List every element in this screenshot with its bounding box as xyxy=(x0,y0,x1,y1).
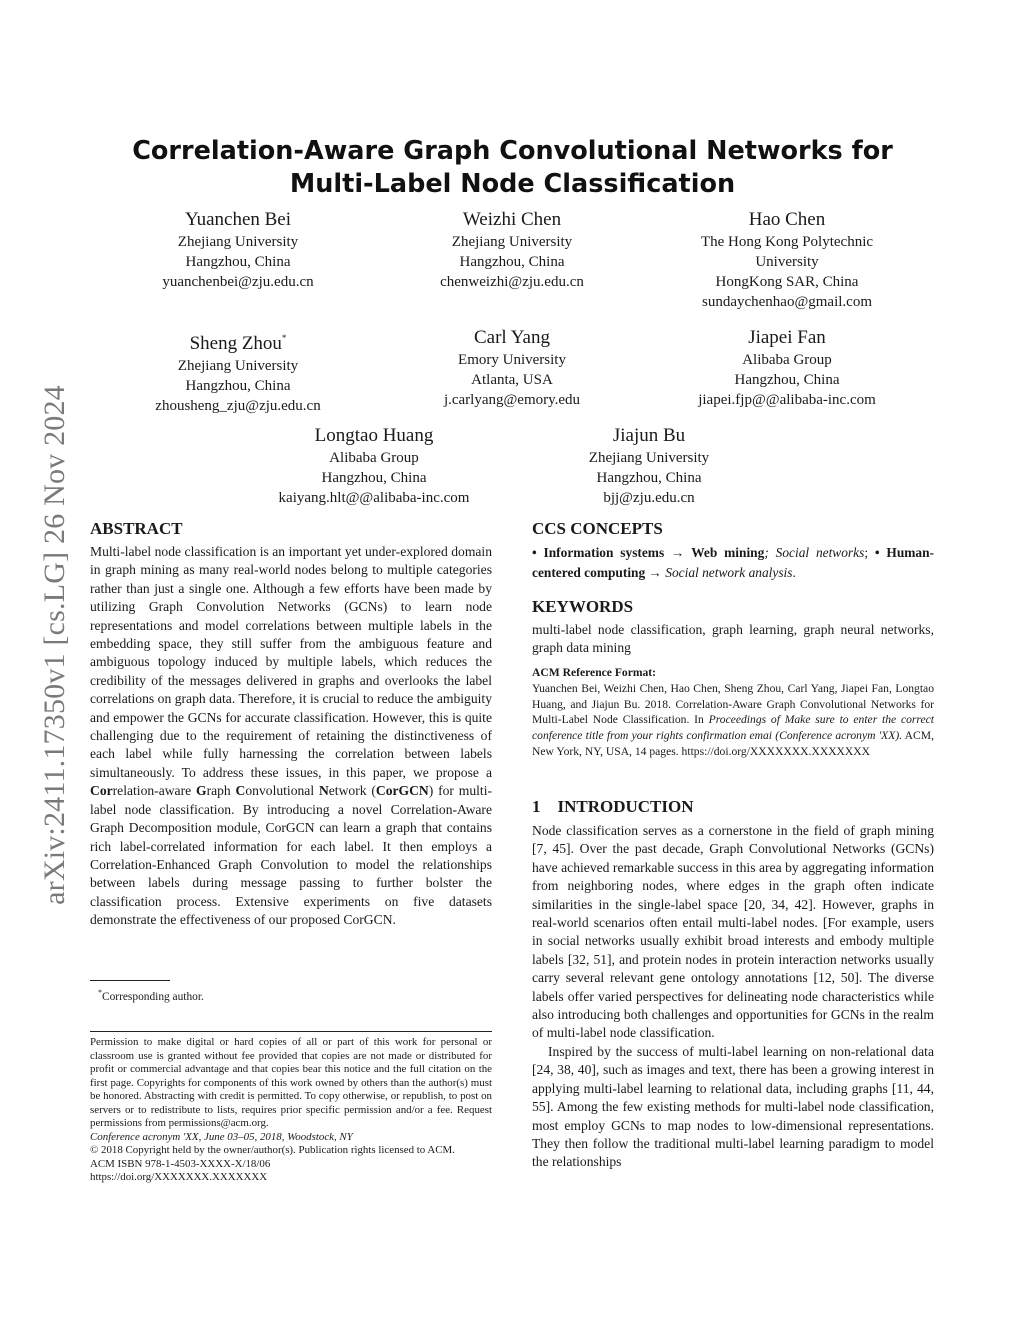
ccs-heading: CCS CONCEPTS xyxy=(532,519,663,538)
author-block xyxy=(519,424,779,508)
intro-heading: 1 INTRODUCTION xyxy=(532,797,694,816)
acm-reference xyxy=(532,665,934,760)
author-email: yuanchenbei@zju.edu.cn xyxy=(162,274,314,290)
conference-info: Conference acronym 'XX, June 03–05, 2018, Woodstock, NY xyxy=(90,1130,353,1143)
ccs-end: . xyxy=(792,564,796,580)
author-affiliation: Zhejiang University xyxy=(177,358,299,374)
author-affiliation: Zhejiang University xyxy=(588,450,710,466)
author-block xyxy=(382,326,642,410)
author-name: Jiajun Bu xyxy=(612,425,686,446)
author-affiliation: Alibaba Group xyxy=(742,352,832,368)
author-affiliation: The Hong Kong Polytechnic xyxy=(700,234,874,250)
author-block xyxy=(108,326,368,416)
intro-paragraph-1: Node classification serves as a cornerstone in the field of graph mining [7, 45]. Over the past decade, Graph Convolutional Networks (GCNs) have achieved remarkable success in this area by aggregating information from neighboring nodes, where edges in the graph often indicate similarities in the single-label space [20, 34, 42]. However, graphs in real-world scenarios often entail multi-label nodes. [For example, users in social networks usually exhibit broad interests and embody multiple labels [32, 51], and protein nodes in protein interaction networks usually carry several relevant gene ontology annotations [12, 50]. The diverse labels offer varied perspectives for delineating node characteristics while also introducing both challenges and opportunities for GCNs in the realm of multi-label node classification. xyxy=(532,823,934,1041)
author-location: Hangzhou, China xyxy=(185,378,291,394)
acm-reference-proceedings: Proceedings of Make sure to enter the correct conference title from your rights confirmation emai (Conference acronym 'XX). xyxy=(532,713,934,743)
arxiv-stamp: arXiv:2411.17350v1 [cs.LG] 26 Nov 2024 xyxy=(38,385,72,905)
copyright-line: © 2018 Copyright held by the owner/author(s). Publication rights licensed to ACM. xyxy=(90,1144,455,1156)
ccs-body xyxy=(532,543,934,582)
author-block xyxy=(108,208,368,292)
abstract-text-a: Multi-label node classification is an important yet under-explored domain in graph mining as many real-world nodes belong to multiple categories rather than just a single one. Although a few efforts have been made by utilizing Graph Convolution Networks (GCNs) to learn node representations and model correlations between multiple labels in the embedding space, they still suffer from the ambiguous feature and ambiguous topology induced by multiple labels, which reduces the credibility of the messages delivered in graphs and overlooks the label correlations on graph data. Therefore, it is crucial to reduce the ambiguity and empower the GCNs for accurate classification. However, this is quite challenging due to the requirement of retaining the distinctiveness of each label while fully harnessing the correlation between labels simultaneously. To address these issues, in this paper, we propose a xyxy=(90,544,492,780)
author-name: Weizhi Chen xyxy=(462,209,562,230)
author-affiliation: Zhejiang University xyxy=(451,234,573,250)
author-email: j.carlyang@emory.edu xyxy=(443,392,581,408)
author-block xyxy=(657,208,917,312)
author-email: kaiyang.hlt@@alibaba-inc.com xyxy=(278,490,470,506)
author-affiliation-cont: University xyxy=(755,254,819,270)
footnote-mark: * xyxy=(98,988,102,997)
acm-reference-text: Yuanchen Bei, Weizhi Chen, Hao Chen, Sheng Zhou, Carl Yang, Jiapei Fan, Longtao Huang, and Jiajun Bu. 2018. Correlation-Aware Graph Convolutional Networks for Multi-Label Node Classification. In Proceedings of Make sure to enter the correct conference title from your rights confirmation emai (Conference acronym 'XX). ACM, New York, NY, USA, 14 pages. https://doi.org/XXXXXXX.XXXXXXX xyxy=(532,681,934,758)
author-location: Hangzhou, China xyxy=(321,470,427,486)
author-location: Hangzhou, China xyxy=(459,254,565,270)
author-email: sundaychenhao@gmail.com xyxy=(701,294,873,310)
ccs-arrow-2: → xyxy=(645,564,666,580)
acm-reference-heading: ACM Reference Format: xyxy=(532,666,657,679)
author-location: Hangzhou, China xyxy=(185,254,291,270)
acronym-bold-1: Cor xyxy=(90,783,113,799)
author-block xyxy=(382,208,642,292)
ccs-concept-1: Web mining xyxy=(691,545,765,560)
author-affiliation: Alibaba Group xyxy=(329,450,419,466)
author-email: chenweizhi@zju.edu.cn xyxy=(440,274,584,290)
abstract-body xyxy=(90,543,492,930)
footnote-text: Corresponding author. xyxy=(102,990,204,1003)
keywords-heading: KEYWORDS xyxy=(532,597,634,616)
title-line-1: Correlation-Aware Graph Convolutional Networks for xyxy=(132,136,893,166)
author-name: Sheng Zhou* xyxy=(189,333,287,354)
ccs-concept-3: Social network analysis xyxy=(665,564,793,580)
intro-body xyxy=(532,822,934,1172)
model-name: CorGCN xyxy=(375,783,429,799)
paper-title xyxy=(90,135,935,201)
ccs-category-1: • Information systems xyxy=(532,545,665,560)
ccs-arrow-1: → xyxy=(664,545,692,560)
author-location: Hangzhou, China xyxy=(734,372,840,388)
author-block xyxy=(244,424,504,508)
abstract-text-b: ) for multi-label node classification. By introducing a novel Correlation-Aware Graph Decomposition module, CorGCN can learn a graph that contains rich label-correlated information for each label. It then employs a Correlation-Enhanced Graph Convolution to model the relationships between labels during message passing to further bolster the classification process. Extensive experiments on five datasets demonstrate the effectiveness of our proposed CorGCN. xyxy=(90,783,492,928)
acronym-rest-4: etwork ( xyxy=(328,783,376,799)
footnote xyxy=(98,985,204,1005)
author-location: Atlanta, USA xyxy=(471,372,553,388)
author-name: Hao Chen xyxy=(748,209,826,230)
permission-block xyxy=(90,1036,492,1185)
author-location: Hangzhou, China xyxy=(596,470,702,486)
author-name: Longtao Huang xyxy=(314,425,434,446)
author-location: HongKong SAR, China xyxy=(715,274,859,290)
author-affiliation: Emory University xyxy=(458,352,566,368)
author-affiliation: Zhejiang University xyxy=(177,234,299,250)
permission-rule xyxy=(90,1031,492,1032)
abstract-heading: ABSTRACT xyxy=(90,519,183,538)
acronym-rest-3: onvolutional xyxy=(245,783,319,799)
ccs-concept-2: ; Social networks xyxy=(764,545,865,560)
arxiv-stamp-container xyxy=(30,350,80,940)
ccs-sep: ; xyxy=(864,545,875,560)
author-email: zhousheng_zju@zju.edu.cn xyxy=(155,398,321,414)
acronym-rest-1: relation-aware xyxy=(112,783,196,799)
title-line-2: Multi-Label Node Classification xyxy=(289,169,736,199)
permission-text: Permission to make digital or hard copies of all or part of this work for personal or classroom use is granted without fee provided that copies are not made or distributed for profit or commercial advantage and that copies bear this notice and the full citation on the first page. Copyrights for components of this work owned by others than the author(s) must be honored. Abstracting with credit is permitted. To copy otherwise, or republish, to post on servers or to redistribute to lists, requires prior specific permission and/or a fee. Request permissions from permissions@acm.org. xyxy=(90,1036,492,1129)
doi-line: https://doi.org/XXXXXXX.XXXXXXX xyxy=(90,1171,268,1183)
keywords-body xyxy=(532,621,934,658)
footnote-rule xyxy=(90,980,170,981)
author-name: Jiapei Fan xyxy=(748,327,826,348)
corresponding-mark: * xyxy=(281,333,287,343)
keywords-text: multi-label node classification, graph learning, graph neural networks, graph data mining xyxy=(532,622,934,656)
author-name: Carl Yang xyxy=(473,327,550,348)
author-block xyxy=(657,326,917,410)
author-name: Yuanchen Bei xyxy=(184,209,292,230)
isbn-line: ACM ISBN 978-1-4503-XXXX-X/18/06 xyxy=(90,1157,271,1170)
acronym-rest-2: raph xyxy=(206,783,236,799)
author-email: bjj@zju.edu.cn xyxy=(603,490,695,506)
acronym-bold-4: N xyxy=(318,783,329,799)
author-email: jiapei.fjp@@alibaba-inc.com xyxy=(698,392,876,408)
ccs-category-2: • Human-centered computing xyxy=(532,545,935,580)
acronym-bold-2: G xyxy=(195,783,207,799)
acronym-bold-3: C xyxy=(235,783,246,799)
intro-paragraph-2: Inspired by the success of multi-label learning on non-relational data [24, 38, 40], such as images and text, there has been a growing interest in applying multi-label learning to relational data, including graphs [11, 44, 55]. Among the few existing methods for multi-label node classification, most employ GCNs to map nodes to low-dimensional representations. They then follow the traditional multi-label learning paradigm to model the relationships xyxy=(532,1043,934,1170)
